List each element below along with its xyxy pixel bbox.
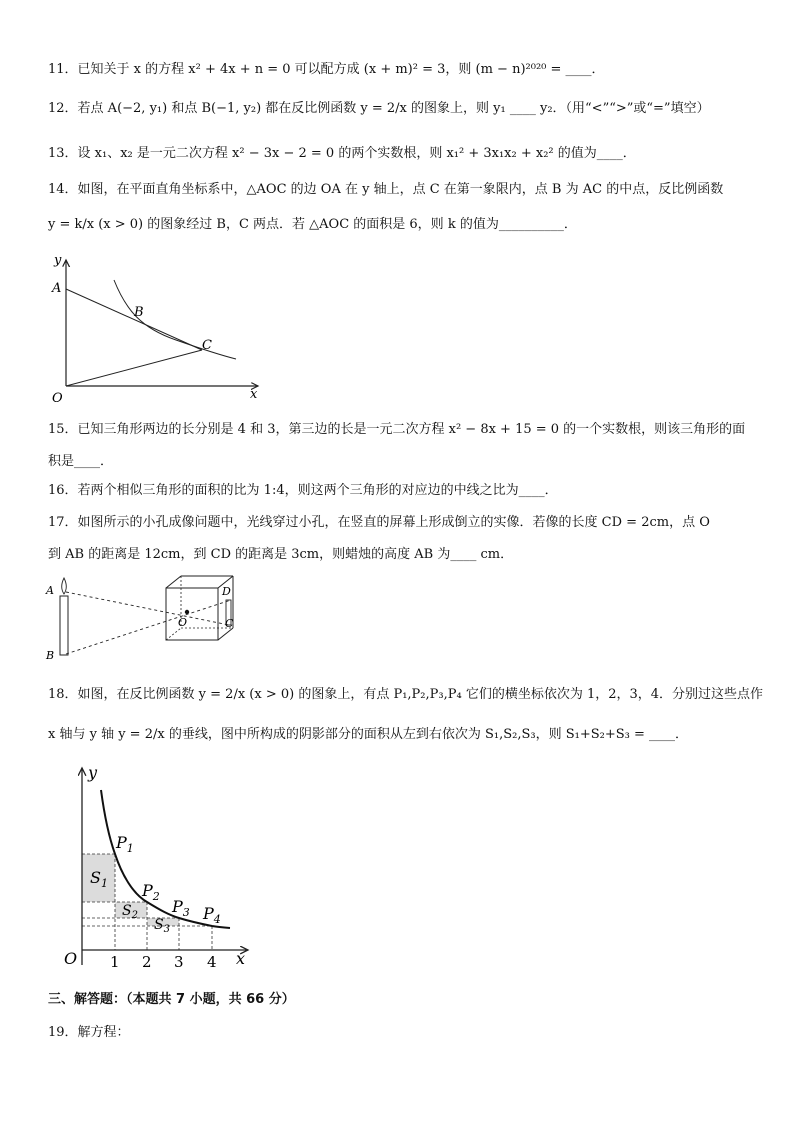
label-d: D xyxy=(222,585,231,598)
q15-text-line1: 15．已知三角形两边的长分别是 4 和 3，第三边的长是一元二次方程 x² − 8x + 15 = 0 的一个实数根，则该三角形的面 xyxy=(48,422,746,437)
tick-2: 2 xyxy=(142,953,152,971)
q19-text: 19．解方程： xyxy=(48,1025,130,1040)
ray-bottom xyxy=(66,600,231,654)
q16-text: 16．若两个相似三角形的面积的比为 1:4，则这两个三角形的对应边的中线之比为____． xyxy=(48,483,558,498)
label-b: B xyxy=(134,305,144,320)
q18-text-line2: x 轴与 y 轴 y = 2/x 的垂线，图中所构成的阴影部分的面积从左到右依次为 S₁,S₂,S₃，则 S₁+S₂+S₃ = ____． xyxy=(48,727,688,742)
q12-text: 12．若点 A(−2, y₁) 和点 B(−1, y₂) 都在反比例函数 y = 2/x 的图象上，则 y₁ ____ y₂．（用“<”“>”或“=”填空） xyxy=(48,101,710,116)
label-x: x xyxy=(250,387,258,402)
figure-q17 xyxy=(44,574,264,666)
figure-q14 xyxy=(46,250,276,405)
label-p2: $P_2$ xyxy=(142,881,160,903)
label-c: C xyxy=(202,338,212,353)
label-y: y xyxy=(54,253,62,268)
box-edge-1 xyxy=(166,576,181,588)
q11-text: 11．已知关于 x 的方程 x² + 4x + n = 0 可以配方成 (x + m)² = 3，则 (m − n)²⁰²⁰ = ____． xyxy=(48,62,605,77)
candle-flame xyxy=(62,578,67,594)
label-a: A xyxy=(46,584,54,597)
figure-q18 xyxy=(50,760,260,975)
label-y: y xyxy=(88,763,98,782)
q15-text-line2: 积是____． xyxy=(48,454,114,469)
label-s3: $S_3$ xyxy=(154,917,170,935)
label-p1: $P_1$ xyxy=(116,833,134,855)
box-hidden-1 xyxy=(166,628,181,640)
label-a: A xyxy=(52,281,62,296)
label-s1: $S_1$ xyxy=(90,868,108,890)
q18-text-line1: 18．如图，在反比例函数 y = 2/x (x > 0) 的图象上，有点 P₁,P₂,P₃,P₄ 它们的横坐标依次为 1，2，3，4．分别过这些点作 xyxy=(48,687,764,702)
label-c: C xyxy=(225,617,234,630)
label-o: O xyxy=(52,391,63,405)
pinhole-point xyxy=(185,610,189,614)
hyperbola-curve xyxy=(114,280,236,359)
label-o: O xyxy=(178,616,188,629)
candle-body xyxy=(60,596,68,655)
label-p3: $P_3$ xyxy=(172,897,190,919)
tick-3: 3 xyxy=(174,953,184,971)
q17-text-line2: 到 AB 的距离是 12cm，到 CD 的距离是 3cm，则蜡烛的高度 AB 为____ cm． xyxy=(48,547,514,562)
label-x: x xyxy=(236,949,246,968)
label-p4: $P_4$ xyxy=(203,904,221,926)
q17-text-line1: 17．如图所示的小孔成像问题中，光线穿过小孔，在竖直的屏幕上形成倒立的实像．若像的长度 CD = 2cm，点 O xyxy=(48,515,710,530)
section-heading: 三、解答题：（本题共 7 小题，共 66 分） xyxy=(48,992,295,1007)
label-s2: $S_2$ xyxy=(122,903,138,921)
q13-text: 13．设 x₁、x₂ 是一元二次方程 x² − 3x − 2 = 0 的两个实数根，则 x₁² + 3x₁x₂ + x₂² 的值为____． xyxy=(48,146,636,161)
q14-text-line2: y = k/x (x > 0) 的图象经过 B，C 两点．若 △AOC 的面积是 6，则 k 的值为__________． xyxy=(48,217,577,232)
tick-1: 1 xyxy=(110,953,120,971)
segment-oc xyxy=(66,350,202,386)
tick-4: 4 xyxy=(207,953,217,971)
q14-text-line1: 14．如图，在平面直角坐标系中，△AOC 的边 OA 在 y 轴上，点 C 在第一象限内，点 B 为 AC 的中点，反比例函数 xyxy=(48,182,724,197)
label-o: O xyxy=(64,949,78,968)
label-b: B xyxy=(46,649,55,662)
